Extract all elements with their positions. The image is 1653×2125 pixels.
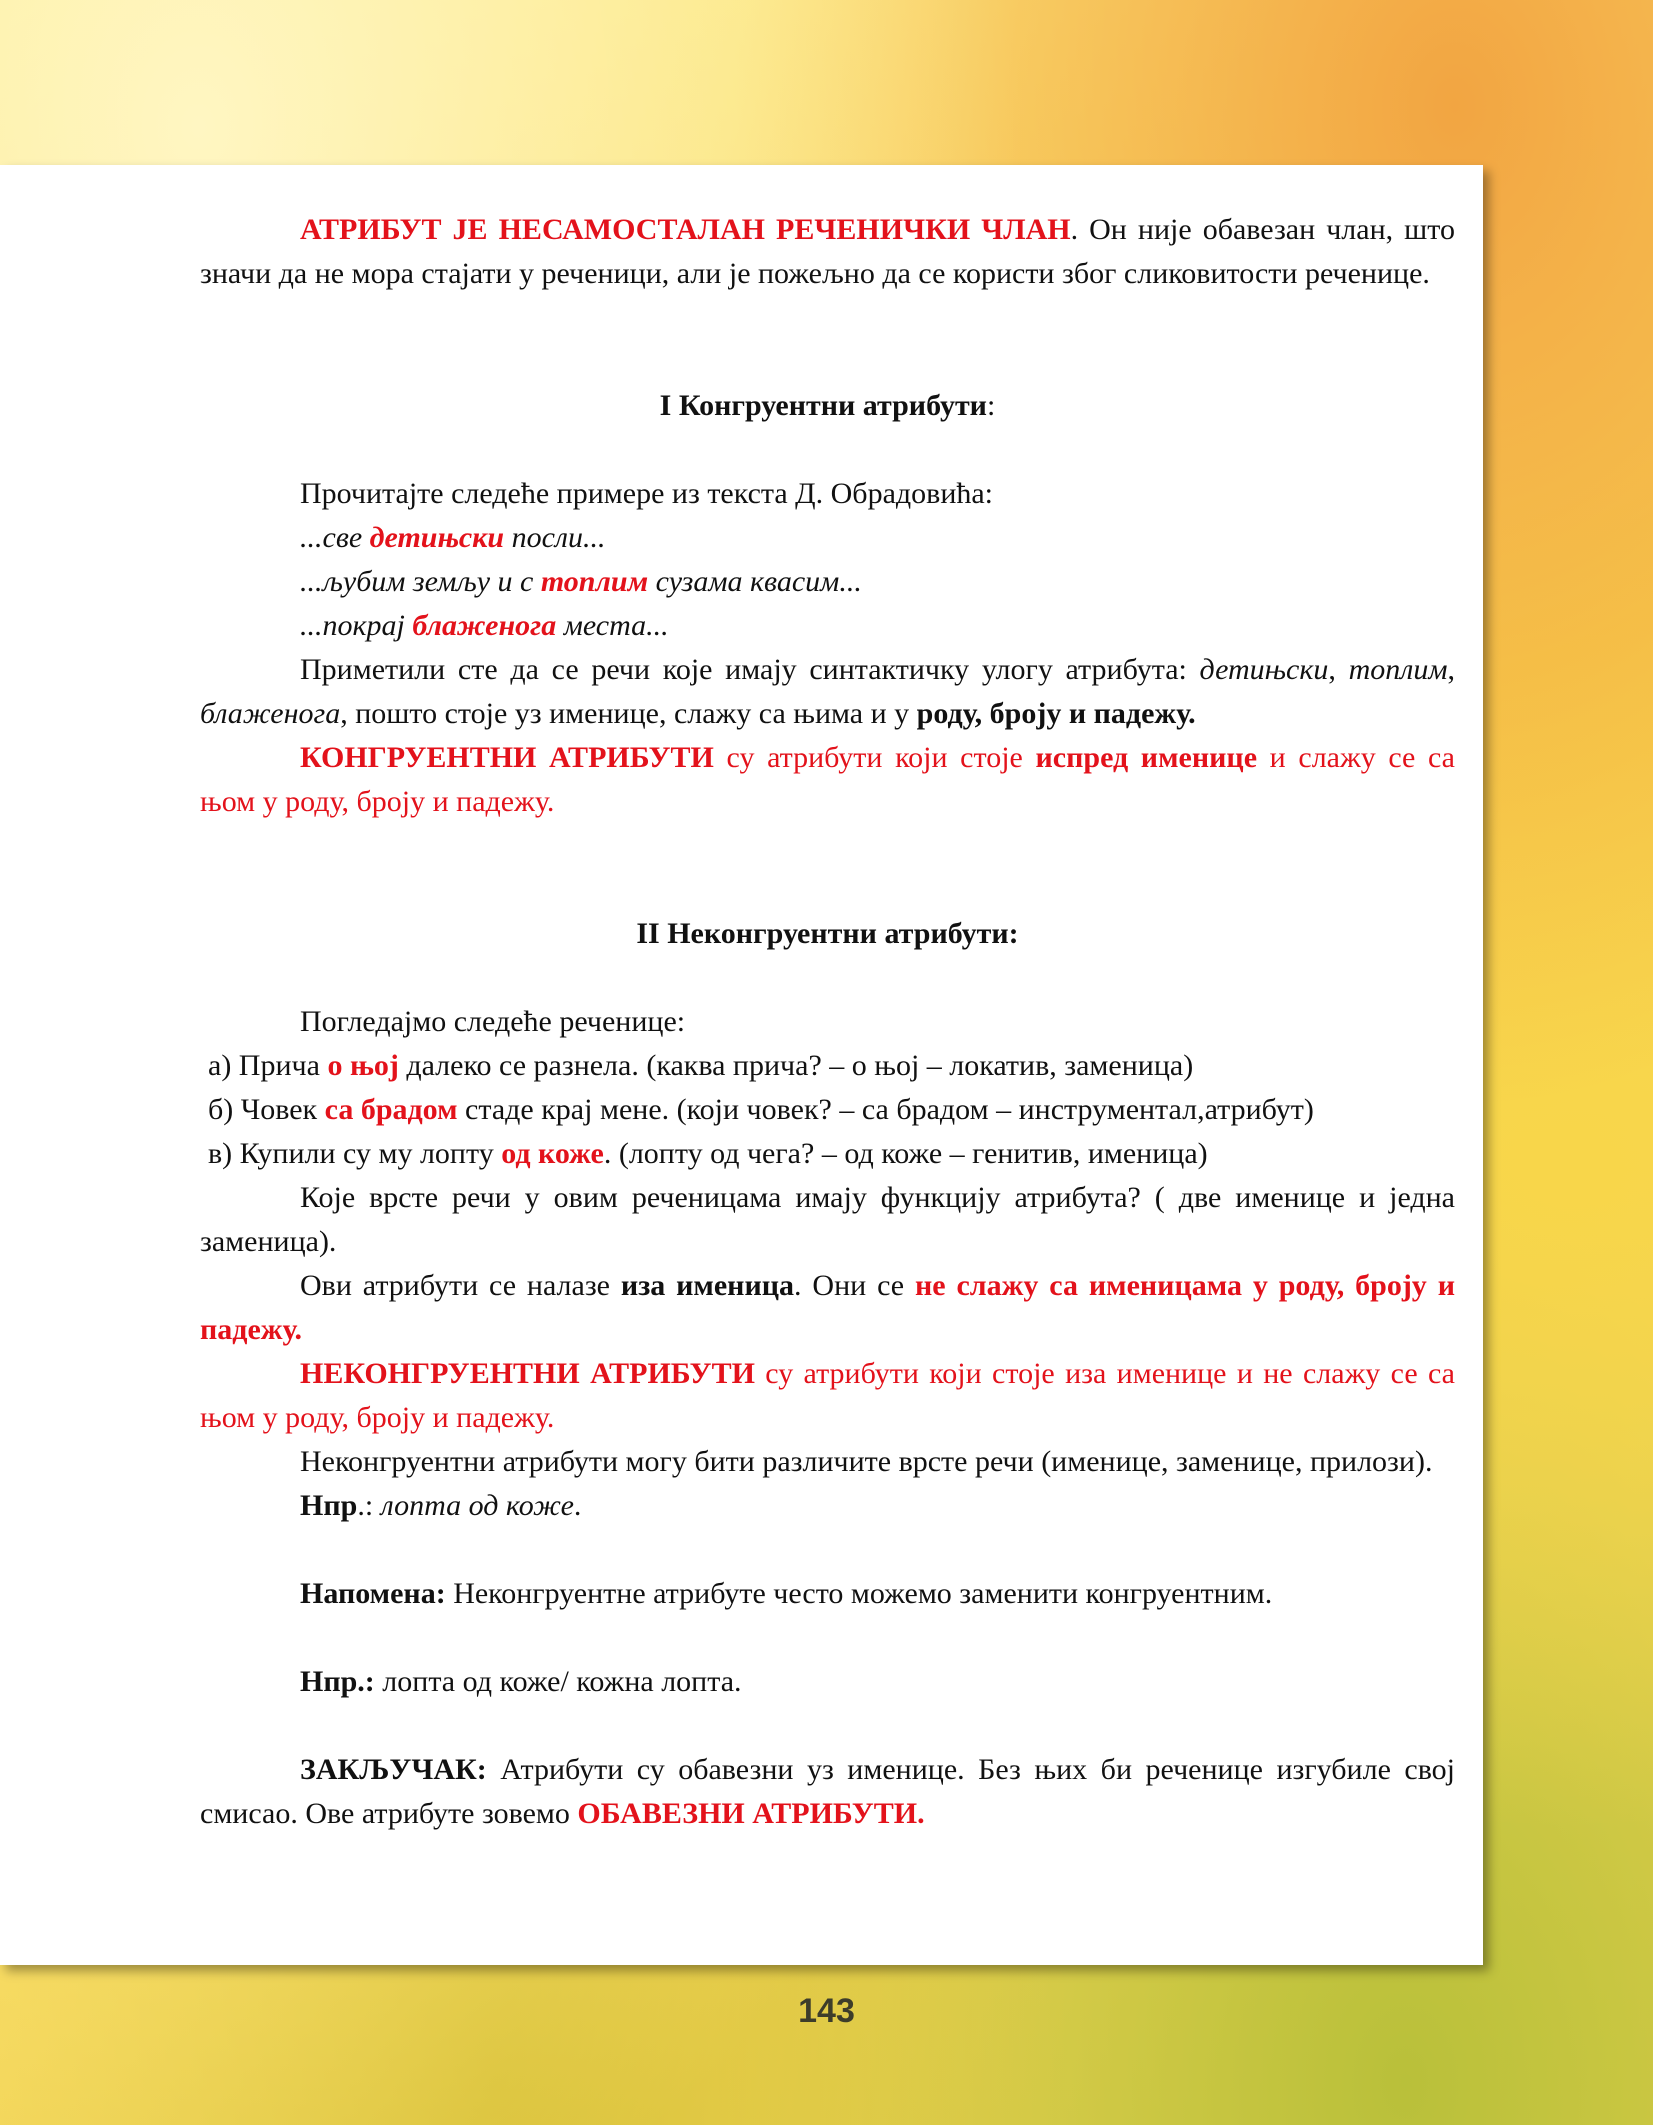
section2-intro: Погледајмо следеће реченице: bbox=[300, 1005, 686, 1038]
example-npr: Нпр.: лопта од коже. bbox=[300, 1489, 582, 1522]
section2-explanation: Ови атрибути се налазе иза именица. Они се не слажу са именицама у роду, броју и падежу. bbox=[200, 1269, 1455, 1346]
section2-heading: II Неконгруентни атрибути: bbox=[636, 917, 1019, 950]
intro-paragraph: АТРИБУТ ЈЕ НЕСАМОСТАЛАН РЕЧЕНИЧКИ ЧЛАН. Он није обавезан члан, што значи да не мора стајати у реченици, али је пожељно да се користи због сликовитости реченице. bbox=[200, 213, 1455, 290]
example-line: ...љубим земљу и с топлим сузама квасим... bbox=[300, 565, 862, 598]
example-npr-2: Нпр.: лопта од коже/ кожна лопта. bbox=[300, 1665, 742, 1698]
attribute-definition-highlight: АТРИБУТ ЈЕ НЕСАМОСТАЛАН РЕЧЕНИЧКИ ЧЛАН bbox=[300, 213, 1071, 246]
example-sentence: а) Прича о њој далеко се разнела. (каква прича? – о њој – локатив, заменица) bbox=[208, 1049, 1194, 1082]
example-sentence: в) Купили су му лопту од коже. (лопту од чега? – од коже – генитив, именица) bbox=[208, 1137, 1208, 1170]
example-sentence: б) Човек са брадом стаде крај мене. (који човек? – са брадом – инструментал,атрибут) bbox=[208, 1093, 1314, 1126]
section1-intro: Прочитајте следеће примере из текста Д. Обрадовића: bbox=[300, 477, 994, 510]
noncongruent-definition: НЕКОНГРУЕНТНИ АТРИБУТИ су атрибути који стоје иза именице и не слажу се са њом у роду, броју и падежу. bbox=[200, 1357, 1455, 1434]
section1-heading: I Конгруентни атрибути: bbox=[659, 389, 996, 422]
congruent-definition: КОНГРУЕНТНИ АТРИБУТИ су атрибути који стоје испред именице и слажу се са њом у роду, броју и падежу. bbox=[200, 741, 1455, 818]
note-paragraph: Напомена: Неконгруентне атрибуте често можемо заменити конгруентним. bbox=[300, 1577, 1273, 1610]
noncongruent-kinds: Неконгруентни атрибути могу бити различите врсте речи (именице, заменице, прилози). bbox=[300, 1445, 1433, 1478]
section1-explanation: Приметили сте да се речи које имају синтактичку улогу атрибута: детињски, топлим, блаженога, пошто стоје уз именице, слажу са њима и у роду, броју и падежу. bbox=[200, 653, 1456, 730]
page-content bbox=[200, 208, 1455, 1836]
example-line: ...све детињски посли... bbox=[300, 521, 606, 554]
page-number: 143 bbox=[798, 1992, 855, 2030]
conclusion-paragraph: ЗАКЉУЧАК: Атрибути су обавезни уз именице. Без њих би реченице изгубиле свој смисао. Ове атрибуте зовемо ОБАВЕЗНИ АТРИБУТИ. bbox=[200, 1753, 1455, 1830]
example-line: ...покрај блаженога места... bbox=[300, 609, 669, 642]
section2-question: Које врсте речи у овим реченицама имају функцију атрибута? ( две именице и једна заменица). bbox=[200, 1181, 1455, 1258]
